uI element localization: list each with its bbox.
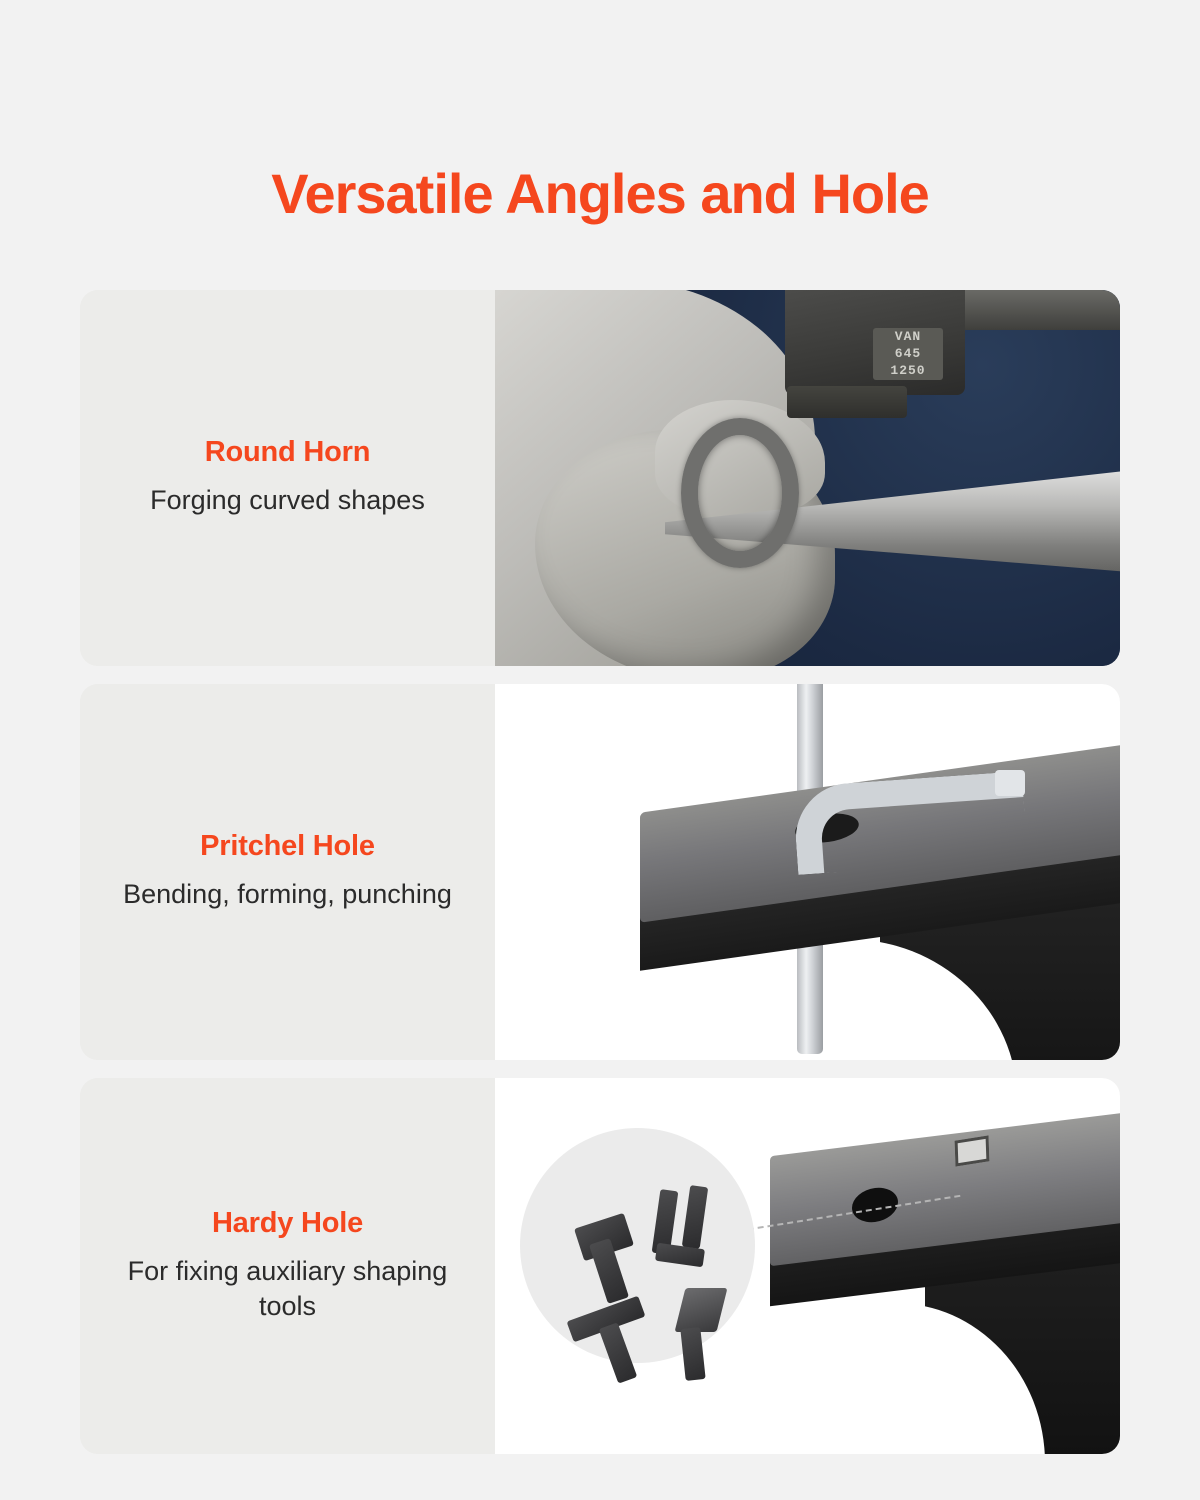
hardy-hole-photo xyxy=(495,1078,1120,1454)
card-text-block xyxy=(80,290,495,666)
cutoff-tool-icon xyxy=(675,1288,728,1332)
card-text-block xyxy=(80,684,495,1060)
card-description: Forging curved shapes xyxy=(150,485,425,516)
bending-tool-shank-icon xyxy=(599,1322,638,1383)
hammer-face-icon xyxy=(787,386,907,418)
cutoff-tool-shank-icon xyxy=(680,1327,705,1381)
hardy-hole-icon xyxy=(955,1135,990,1166)
callout-bubble xyxy=(520,1128,755,1363)
card-description: Bending, forming, punching xyxy=(123,879,452,910)
card-heading: Pritchel Hole xyxy=(200,830,375,863)
feature-card-pritchel-hole xyxy=(80,684,1120,1060)
fork-tool-right-icon xyxy=(682,1185,708,1249)
page-title: Versatile Angles and Hole xyxy=(271,162,929,225)
card-text-block xyxy=(80,1078,495,1454)
card-heading: Hardy Hole xyxy=(211,1206,364,1239)
feature-card-round-horn xyxy=(80,290,1120,666)
feature-card-hardy-hole xyxy=(80,1078,1120,1454)
hammer-handle-icon xyxy=(943,290,1120,330)
metal-ring-icon xyxy=(681,418,799,568)
card-heading: Round Horn xyxy=(204,436,371,469)
round-horn-photo xyxy=(495,290,1120,666)
pritchel-hole-photo xyxy=(495,684,1120,1060)
feature-card-list xyxy=(0,290,1200,1454)
bent-rod-end-icon xyxy=(995,770,1025,796)
card-description: For fixing auxiliary shaping tools xyxy=(127,1255,448,1322)
hammer-stamp-text: VAN 645 1250 xyxy=(873,328,943,380)
